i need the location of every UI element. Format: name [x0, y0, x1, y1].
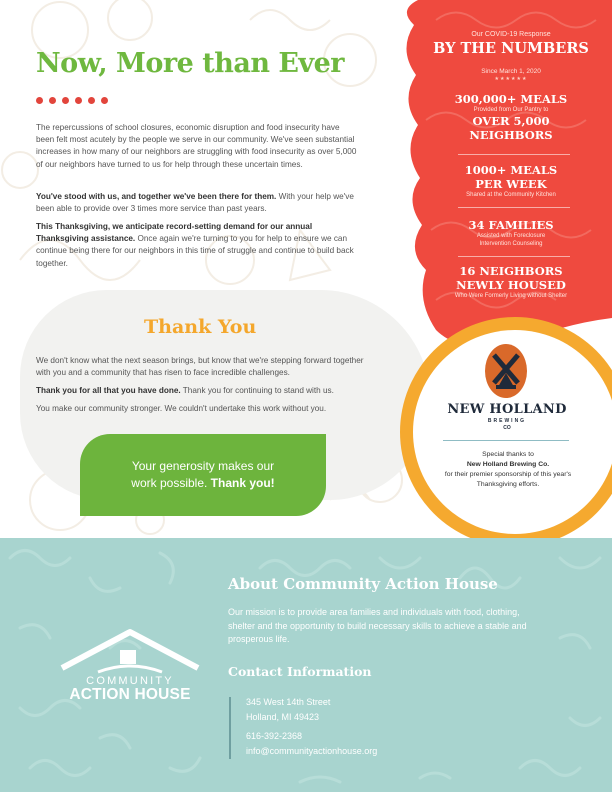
- stat-meals-value: 300,000+ MEALS: [454, 92, 568, 106]
- about-title: About Community Action House: [228, 575, 498, 593]
- address-line2: Holland, MI 49423: [246, 712, 320, 722]
- sponsor-credit-bold: New Holland Brewing Co.: [466, 461, 550, 468]
- support-bold: You've stood with us, and together we've been there for them.: [36, 192, 277, 201]
- contact-divider: [229, 697, 231, 759]
- phone-number[interactable]: 616-392-2368: [246, 731, 303, 741]
- intro-paragraph: The repercussions of school closures, economic disruption and food insecurity have been felt most acutely by the people we serve in our community. We've seen substantial increases in how many of our neighbors are struggling with food insecurity as over 5,000 of our neighbors have turned to us for help through these uncertain times.: [36, 123, 357, 169]
- thanksgiving-paragraph: [36, 221, 358, 270]
- stat-weekly-value: 1000+ MEALS: [464, 163, 558, 177]
- community-action-house-logo-icon: [58, 628, 202, 676]
- sponsor-credit-pre: Special thanks to: [482, 451, 534, 458]
- page-title: Now, More than Ever: [36, 48, 345, 79]
- address-line1: 345 West 14th Street: [246, 697, 331, 707]
- logo-word-action-house: ACTION HOUSE: [69, 686, 191, 703]
- thank-you-paragraph: We don't know what the next season brings, but know that we're stepping forward together with you and a community that has risen to face incredible challenges.: [36, 356, 364, 378]
- about-text: Our mission is to provide area families and individuals with food, clothing, shelter and the opportunity to build necessary skills to achieve a stable and prosperous life.: [228, 607, 527, 644]
- sponsor-credit-name: [440, 460, 576, 470]
- email-link[interactable]: info@communityactionhouse.org: [246, 746, 378, 756]
- stat-families-sub: Assisted with Foreclosure: [476, 233, 546, 239]
- stat-weekly: [410, 163, 612, 199]
- numbers-eyebrow: Our COVID-19 Response: [471, 31, 551, 38]
- divider: [458, 207, 570, 208]
- thank-you-title: Thank You: [144, 316, 257, 338]
- logo-word-community: COMMUNITY: [86, 675, 174, 687]
- stat-meals: [410, 92, 612, 142]
- windmill-logo-icon: [484, 343, 528, 399]
- thanksgiving-bold: This Thanksgiving, we anticipate record-setting demand for our annual Thanksgiving assistance.: [36, 222, 313, 244]
- callout-line2: [80, 475, 326, 492]
- callout-bold: Thank you!: [210, 476, 275, 490]
- sponsor-name: NEW HOLLAND: [447, 402, 567, 417]
- sponsor-credit-post: for their premier sponsorship of this year's Thanksgiving efforts.: [444, 471, 572, 488]
- thank-you-closing: You make our community stronger. We couldn't undertake this work without you.: [36, 404, 327, 413]
- stat-neighbors-value: OVER 5,000: [472, 114, 550, 128]
- decorative-dots: [36, 97, 108, 104]
- callout-line1: Your generosity makes our: [131, 459, 275, 473]
- thank-you-line: [36, 385, 376, 397]
- callout-line2-text: work possible.: [131, 476, 211, 490]
- thanksgiving-rest: Once again we're turning to you for help to ensure we can continue being there for our neighbors in this time of struggle and continue to build back together.: [36, 234, 354, 268]
- contact-title: Contact Information: [228, 664, 372, 679]
- stat-weekly-sub: Shared at the Community Kitchen: [466, 192, 556, 198]
- numbers-since: Since March 1, 2020: [481, 68, 541, 75]
- sponsor-sub2: CO: [503, 425, 511, 431]
- stat-meals-sub: Provided from Our Pantry to: [473, 107, 549, 113]
- stat-housed: [410, 264, 612, 300]
- support-rest: With your help we've been able to provide over 3 times more service than past years.: [36, 192, 354, 214]
- numbers-title: BY THE NUMBERS: [433, 40, 589, 57]
- generosity-callout: [80, 434, 326, 516]
- divider: [458, 154, 570, 155]
- stat-families: [410, 218, 612, 248]
- sponsor-credit: [440, 450, 576, 490]
- sponsor-sub1: BREWING: [487, 418, 527, 424]
- stat-families-value: 34 FAMILIES: [468, 218, 554, 232]
- stat-weekly-label: PER WEEK: [475, 177, 547, 191]
- support-paragraph: [36, 191, 358, 215]
- numbers-stars: ★★★★★★: [494, 76, 528, 82]
- stat-neighbors-label: NEIGHBORS: [469, 128, 553, 142]
- stat-housed-sub: Who Were Formerly Living without Shelter: [454, 293, 568, 299]
- divider: [458, 256, 570, 257]
- stat-housed-value: 16 NEIGHBORS: [459, 264, 563, 278]
- thank-you-bold: Thank you for all that you have done.: [36, 386, 181, 395]
- sponsor-divider: [443, 440, 569, 441]
- stat-families-sub2: Intervention Counseling: [479, 241, 543, 247]
- stat-housed-label: NEWLY HOUSED: [456, 278, 566, 292]
- thank-you-rest: Thank you for continuing to stand with us.: [180, 386, 334, 395]
